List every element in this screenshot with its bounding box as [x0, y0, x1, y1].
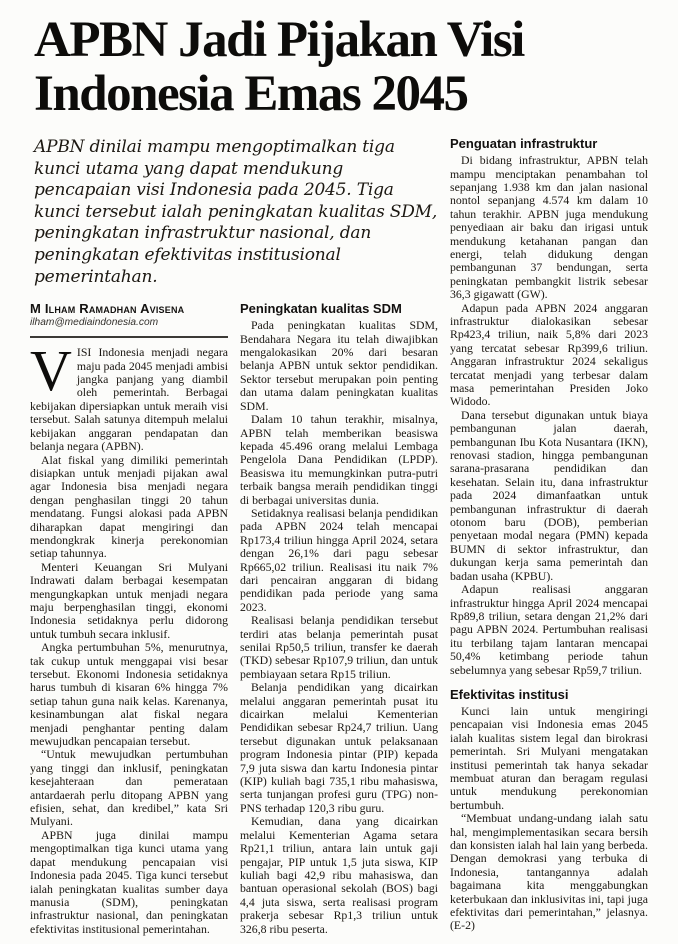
article-lede: APBN dinilai mampu mengoptimalkan tiga kunci utama yang dapat mendukung pencapaian visi Indonesia pada 2045. Tiga kunci tersebut ialah peningkatan kualitas SDM, peningkatan infrastruktur nasional, dan peningkatan efektivitas institusional pemerintahan.	[34, 137, 438, 287]
column-1	[30, 301, 228, 936]
article-paragraph	[30, 338, 228, 454]
article-paragraph: Menteri Keuangan Sri Mulyani Indrawati dalam berbagai kesempatan mengungkapkan untuk menjadi negara maju berpenghasilan tinggi, ekonomi Indonesia setidaknya perlu didorong untuk tumbuh secara inklusif.	[30, 559, 228, 641]
byline	[30, 301, 228, 338]
article-paragraph: Adapun pada APBN 2024 anggaran infrastruktur dialokasikan sebesar Rp423,4 triliun, naik 5,8% dari 2023 yang tercatat sebesar Rp399,6 triliun. Anggaran infrastruktur 2024 sekaligus tercatat menjadi yang terbesar dalam masa pemerintahan Presiden Joko Widodo.	[450, 300, 648, 409]
body-columns	[30, 301, 438, 936]
article-paragraph: Kunci lain untuk mengiringi pencapaian visi Indonesia emas 2045 ialah kualitas sistem legal dan birokrasi pemerintah. Sri Mulyani mengatakan institusi pemerintah tak hanya sekadar membuat aturan dan beragam regulasi untuk mendukung perekonomian bertumbuh.	[450, 703, 648, 812]
column-3	[450, 135, 648, 933]
article-paragraph: Belanja pendidikan yang dicairkan melalui anggaran pemerintah pusat itu dicairkan melalui Kementerian Pendidikan sebesar Rp24,7 triliun. Uang tersebut digunakan untuk pelaksanaan program Indonesia pintar (PIP) kepada 7,9 juta siswa dan kartu Indonesia pintar (KIP) kuliah bagi 735,1 ribu mahasiswa, serta tunjangan profesi guru (TPG) non-PNS terhadap 120,3 ribu guru.	[240, 680, 438, 815]
section-heading-infrastruktur: Penguatan infrastruktur	[450, 136, 598, 152]
article-paragraph: “Membuat undang-undang ialah satu hal, mengimplementasikan secara bersih dan konsisten ialah hal lain yang berbeda. Dengan demokrasi yang terbuka di Indonesia, tantangannya adalah bagaimana kita menggabungkan keterbukaan dan inklusivitas ini, tapi juga efektivitas dari pemerintahan,” jelasnya. (E-2)	[450, 811, 648, 933]
column-2	[240, 301, 438, 936]
article-content	[30, 135, 648, 936]
article-headline: APBN Jadi Pijakan Visi Indonesia Emas 2045	[34, 12, 524, 122]
article-paragraph: Realisasi belanja pendidikan tersebut terdiri atas belanja pemerintah pusat senilai Rp50,5 triliun, transfer ke daerah (TKD) sebesar Rp107,9 triliun, dan untuk pembiayaan setara Rp15 triliun.	[240, 613, 438, 681]
article-paragraph: APBN juga dinilai mampu mengoptimalkan tiga kunci utama yang dapat mendukung pencapaian visi Indonesia pada 2045. Tiga kunci tersebut ialah peningkatan kualitas sumber daya manusia (SDM), peningkatan infrastruktur nasional, dan peningkatan efektivitas institusional pemerintahan.	[30, 827, 228, 936]
byline-email: ilham@mediaindonesia.com	[30, 317, 159, 329]
article-paragraph: Dalam 10 tahun terakhir, misalnya, APBN telah memberikan beasiswa kepada 45.496 orang melalui Lembaga Pengelola Dana Pendidikan (LPDP). Beasiswa itu memungkinkan putra-putri terbaik bangsa meraih pendidikan tinggi di berbagai universitas dunia.	[240, 412, 438, 507]
article-paragraph: Pada peningkatan kualitas SDM, Bendahara Negara itu telah diwajibkan mengalokasikan 20% dari besaran belanja APBN untuk sektor pendidikan. Sektor tersebut merupakan poin penting dan utama dalam peningkatan kualitas SDM.	[240, 318, 438, 413]
article-paragraph: Alat fiskal yang dimiliki pemerintah disiapkan untuk menjadi pijakan awal agar Indonesia bisa menjadi negara dengan penghasilan tinggi 20 tahun mendatang. Fungsi alokasi pada APBN diharapkan dapat mengiringi dan mendongkrak kinerja perekonomian setiap tahunnya.	[30, 452, 228, 561]
article-paragraph: Setidaknya realisasi belanja pendidikan pada APBN 2024 telah mencapai Rp173,4 triliun hingga April 2024, setara dengan 26,1% dari pagu sebesar Rp665,02 triliun. Realisasi itu naik 7% dari pencairan anggaran di bidang pendidikan pada periode yang sama 2023.	[240, 505, 438, 614]
section-heading-sdm: Peningkatan kualitas SDM	[240, 301, 402, 317]
section-heading-institusi: Efektivitas institusi	[450, 686, 569, 702]
article-paragraph: “Untuk mewujudkan pertumbuhan yang tinggi dan inklusif, peningkatan kesejahteraan dan pemerataan antardaerah perlu ditopang APBN yang efisien, sehat, dan kredibel,” kata Sri Mulyani.	[30, 747, 228, 829]
paragraph-text: ISI Indonesia menjadi negara maju pada 2045 menjadi ambisi jangka panjang yang diambil oleh pemerintah. Berbagai kebijakan dipersiapkan untuk meraih visi tersebut. Salah satunya ditempuh melalui kebijakan anggaran pendapatan dan belanja negara (APBN).	[30, 345, 228, 454]
article-paragraph: Kemudian, dana yang dicairkan melalui Kementerian Agama setara Rp21,1 triliun, antara lain untuk gaji pengajar, PIP untuk 1,5 juta siswa, KIP kuliah bagi 42,9 ribu mahasiswa, dan bantuan operasional sekolah (BOS) bagi 4,4 juta siswa, serta realisasi program prakerja sebesar Rp1,3 triliun untuk 326,8 ribu peserta.	[240, 814, 438, 936]
article-paragraph: Adapun realisasi anggaran infrastruktur hingga April 2024 mencapai Rp89,8 triliun, setara dengan 21,2% dari pagu APBN 2024. Pertumbuhan realisasi itu terbilang tajam lantaran mencapai 50,4% ketimbang periode tahun sebelumnya yang sebesar Rp59,7 triliun.	[450, 582, 648, 677]
byline-author: M Ilham Ramadhan Avisena	[30, 301, 185, 317]
article-paragraph: Angka pertumbuhan 5%, menurutnya, tak cukup untuk menggapai visi besar tersebut. Ekonomi Indonesia setidaknya harus tumbuh di kisaran 6% hingga 7% setiap tahun guna naik kelas. Karenanya, kesinambungan alat fiskal negara menjadi penghantar penting dalam mewujudkan pencapaian tersebut.	[30, 640, 228, 749]
drop-cap: V	[30, 338, 72, 404]
article-paragraph: Di bidang infrastruktur, APBN telah mampu menciptakan penambahan tol sepanjang 1.938 km dan jalan nasional nontol sepanjang 4.574 km dalam 10 tahun terakhir. APBN juga mendukung penyediaan air baku dan irigasi untuk mendukung ketahanan pangan dan energi, telah didukung dengan pembangunan 37 bendungan, serta peningkatan pembangkit listrik sebesar 36,3 gigawatt (GW).	[450, 153, 648, 302]
left-region	[30, 135, 438, 936]
article-paragraph: Dana tersebut digunakan untuk biaya pembangunan jalan daerah, pembangunan Ibu Kota Nusantara (IKN), renovasi stadion, hingga pembangunan sarana-prasarana pendidikan dan kesehatan. Selain itu, dana infrastruktur pada 2024 dimanfaatkan untuk pembangunan infrastruktur di daerah otonom baru (DOB), pemberian penyetaan modal negara (PMN) kepada BUMN di sektor infrastruktur, dan dukungan kerja sama pemerintah dan badan usaha (KPBU).	[450, 407, 648, 583]
